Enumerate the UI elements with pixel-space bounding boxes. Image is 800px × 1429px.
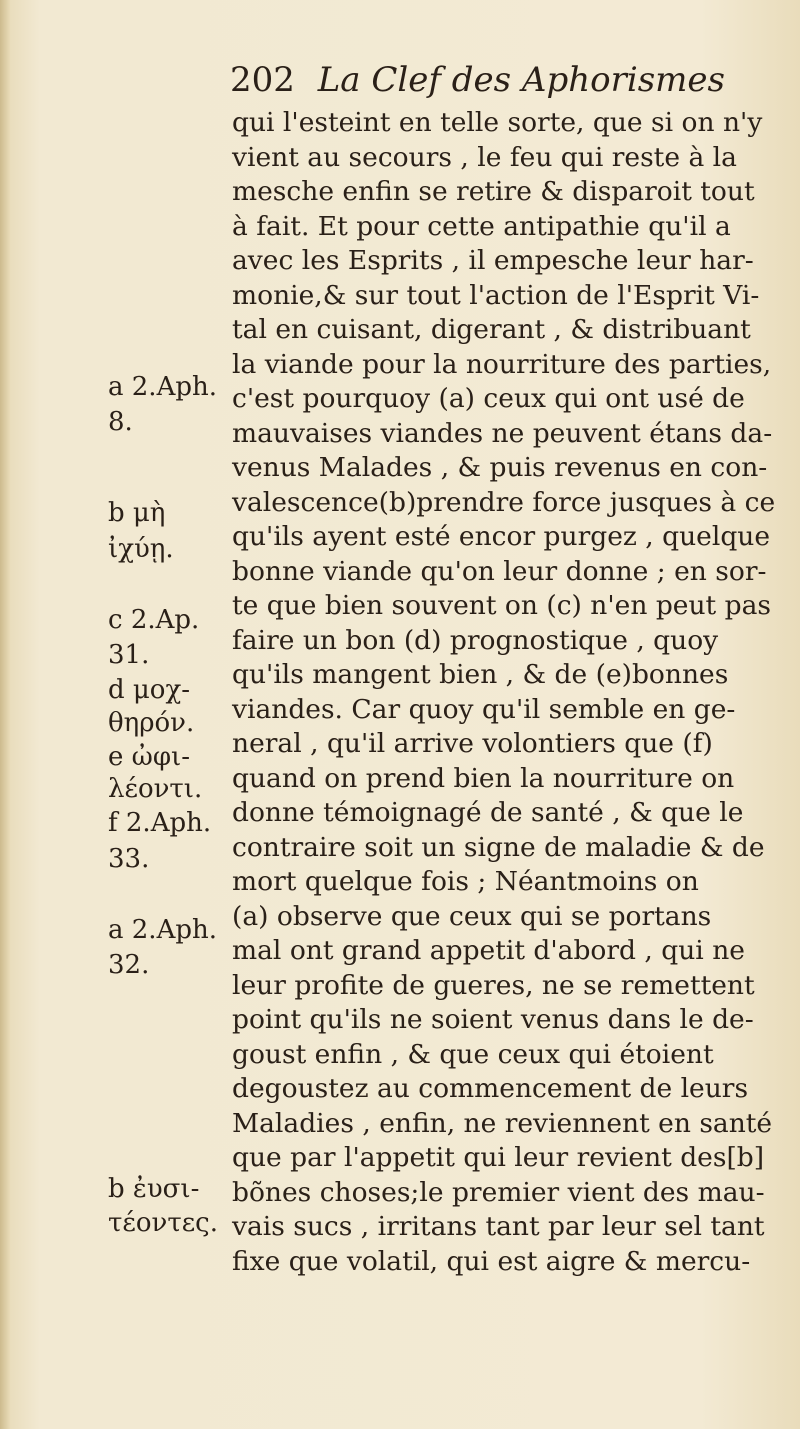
- text-line: que par l'appetit qui leur revient des[b]: [232, 1142, 765, 1173]
- text-line: Maladies , enfin, ne reviennent en santé: [232, 1107, 773, 1139]
- text-line: qui l'esteint en telle sorte, que si on n'y: [232, 107, 763, 138]
- running-header: [230, 60, 750, 110]
- margin-note: a 2.Aph.: [108, 915, 218, 945]
- margin-note: b ἐυσι-: [108, 1174, 200, 1204]
- margin-note: e ὠφι-: [108, 742, 191, 772]
- text-line: vient au secours , le feu qui reste à la: [232, 141, 737, 173]
- text-line: faire un bon (d) prognostique , quoy: [232, 624, 719, 656]
- text-line: monie,& sur tout l'action de l'Esprit Vi-: [232, 279, 760, 311]
- text-line: degoustez au commencement de leurs: [232, 1073, 749, 1104]
- text-line: mauvaises viandes ne peuvent étans da-: [232, 417, 773, 449]
- margin-note: τέοντες.: [108, 1208, 218, 1238]
- text-line: fixe que volatil, qui est aigre & mercu-: [232, 1245, 751, 1277]
- text-line: viandes. Car quoy qu'il semble en ge-: [232, 693, 736, 725]
- text-line: leur profite de gueres, ne se remettent: [232, 969, 755, 1001]
- text-line: donne témoignagé de santé , & que le: [232, 797, 744, 828]
- text-line: point qu'ils ne soient venus dans le de-: [232, 1004, 754, 1035]
- margin-note: b μὴ: [108, 498, 166, 528]
- margin-note: 31.: [108, 640, 150, 670]
- margin-note: θηρόν.: [108, 708, 195, 738]
- text-line: contraire soit un signe de maladie & de: [232, 831, 765, 863]
- text-line: bonne viande qu'on leur donne ; en sor-: [232, 555, 767, 587]
- text-line: mesche enfin se retire & disparoit tout: [232, 176, 755, 207]
- text-line: goust enfin , & que ceux qui étoient: [232, 1038, 714, 1070]
- margin-note: 32.: [108, 950, 150, 980]
- margin-note: 8.: [108, 407, 133, 437]
- text-line: vais sucs , irritans tant par leur sel tant: [232, 1211, 765, 1242]
- margin-note: f 2.Aph.: [108, 808, 212, 838]
- text-line: avec les Esprits , il empesche leur har-: [232, 245, 754, 276]
- running-title: La Clef des Aphorismes: [317, 60, 725, 100]
- text-line: venus Malades , & puis revenus en con-: [232, 452, 768, 483]
- text-line: quand on prend bien la nourriture on: [232, 762, 735, 794]
- margin-note: ἰχύῃ.: [108, 534, 174, 564]
- text-line: mal ont grand appetit d'abord , qui ne: [232, 935, 745, 966]
- text-line: la viande pour la nourriture des parties,: [232, 348, 772, 380]
- text-line: tal en cuisant, digerant , & distribuant: [232, 314, 751, 345]
- text-line: bõnes choses;le premier vient des mau-: [232, 1176, 765, 1208]
- text-line: qu'ils mangent bien , & de (e)bonnes: [232, 659, 729, 690]
- text-line: c'est pourquoy (a) ceux qui ont usé de: [232, 383, 745, 414]
- margin-note: λέοντι.: [108, 774, 203, 804]
- margin-note: 33.: [108, 844, 150, 874]
- text-line: qu'ils ayent esté encor purgez , quelque: [232, 521, 771, 552]
- text-line: à fait. Et pour cette antipathie qu'il a: [232, 210, 731, 242]
- margin-note: d μοχ-: [108, 675, 190, 705]
- text-line: mort quelque fois ; Néantmoins on: [232, 866, 699, 897]
- page-gutter: [0, 0, 10, 1429]
- margin-note: c 2.Ap.: [108, 605, 200, 635]
- text-line: (a) observe que ceux qui se portans: [232, 900, 712, 932]
- text-line: valescence(b)prendre force jusques à ce: [232, 486, 776, 518]
- page-number: 202: [230, 60, 295, 100]
- text-line: neral , qu'il arrive volontiers que (f): [232, 728, 713, 759]
- text-line: te que bien souvent on (c) n'en peut pas: [232, 590, 771, 621]
- margin-note: a 2.Aph.: [108, 372, 218, 402]
